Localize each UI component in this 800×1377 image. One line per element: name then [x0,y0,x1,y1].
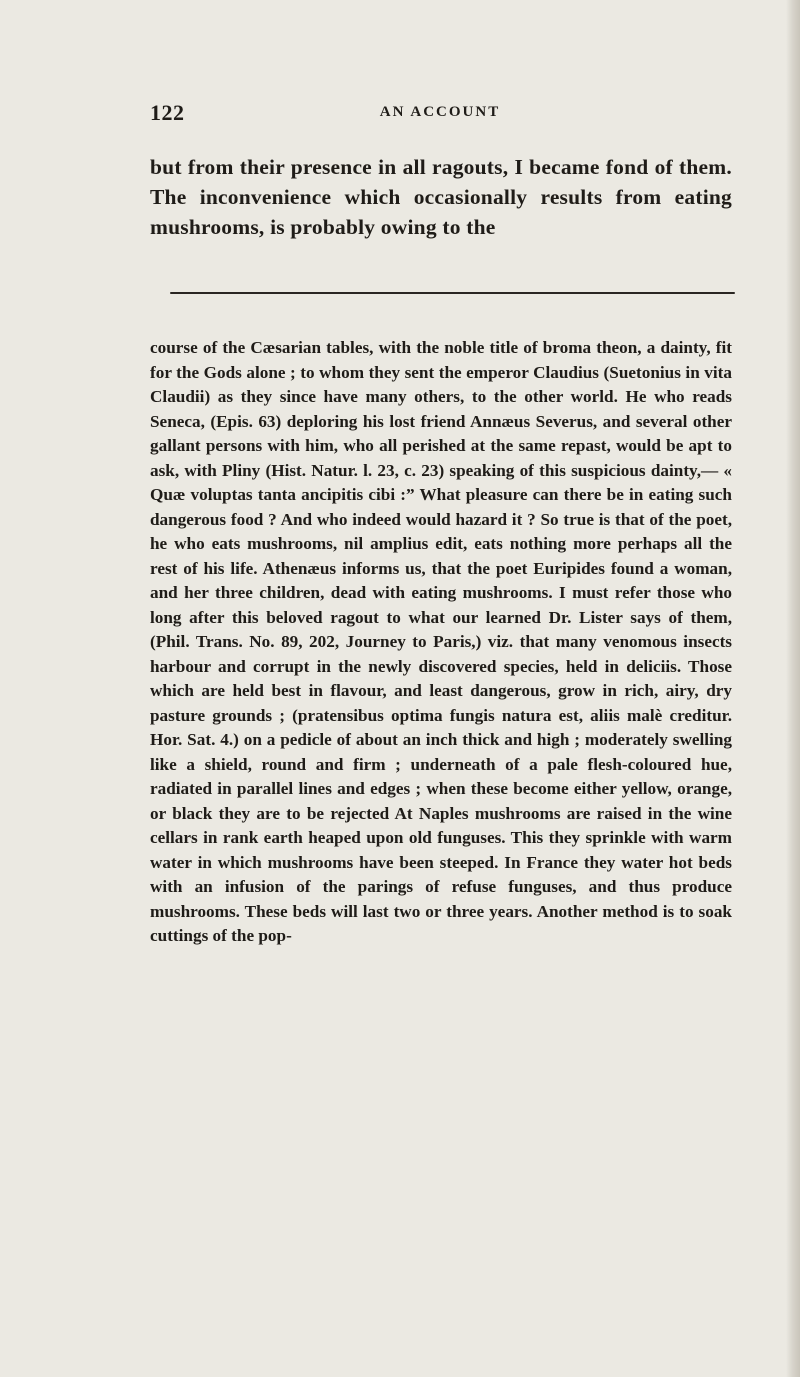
lead-paragraph: but from their presence in all ragouts, I became fond of them. The inconvenience which occasionally results from eating mushrooms, is probably owing to the [150,155,732,239]
page-header [150,100,730,126]
page-edge-shadow [786,0,800,1377]
page-number: 122 [150,100,185,125]
footnote-paragraph: course of the Cæsarian tables, with the noble title of broma theon, a dainty, fit for the Gods alone ; to whom they sent the emperor Claudius (Suetonius in vita Claudii) as they since have many others, to the other world. He who reads Seneca, (Epis. 63) deploring his lost friend Annæus Severus, and several other gallant persons with him, who all perished at the same repast, would be apt to ask, with Pliny (Hist. Natur. l. 23, c. 23) speaking of this suspicious dainty,— « Quæ voluptas tanta ancipitis cibi :” What pleasure can there be in eating such dangerous food ? And who indeed would hazard it ? So true is that of the poet, he who eats mushrooms, nil amplius edit, eats nothing more perhaps all the rest of his life. Athenæus informs us, that the poet Euripides found a woman, and her three children, dead with eating mushrooms. I must refer those who long after this beloved ragout to what our learned Dr. Lister says of them, (Phil. Trans. No. 89, 202, Journey to Paris,) viz. that many venomous insects harbour and corrupt in the newly discovered species, held in deliciis. Those which are held best in flavour, and least dangerous, grow in rich, airy, dry pasture grounds ; (pratensibus optima fungis natura est, aliis malè creditur. Hor. Sat. 4.) on a pedicle of about an inch thick and high ; moderately swelling like a shield, round and firm ; underneath of a pale flesh-coloured hue, radiated in parallel lines and edges ; when these become either yellow, orange, or black they are to be rejected At Naples mushrooms are raised in the wine cellars in rank earth heaped upon old funguses. This they sprinkle with warm water in which mushrooms have been steeped. In France they water hot beds with an infusion of the parings of refuse funguses, and thus produce mushrooms. These beds will last two or three years. Another method is to soak cuttings of the pop- [150,338,732,945]
separator-rule [170,292,735,294]
running-title: AN ACCOUNT [379,104,501,120]
